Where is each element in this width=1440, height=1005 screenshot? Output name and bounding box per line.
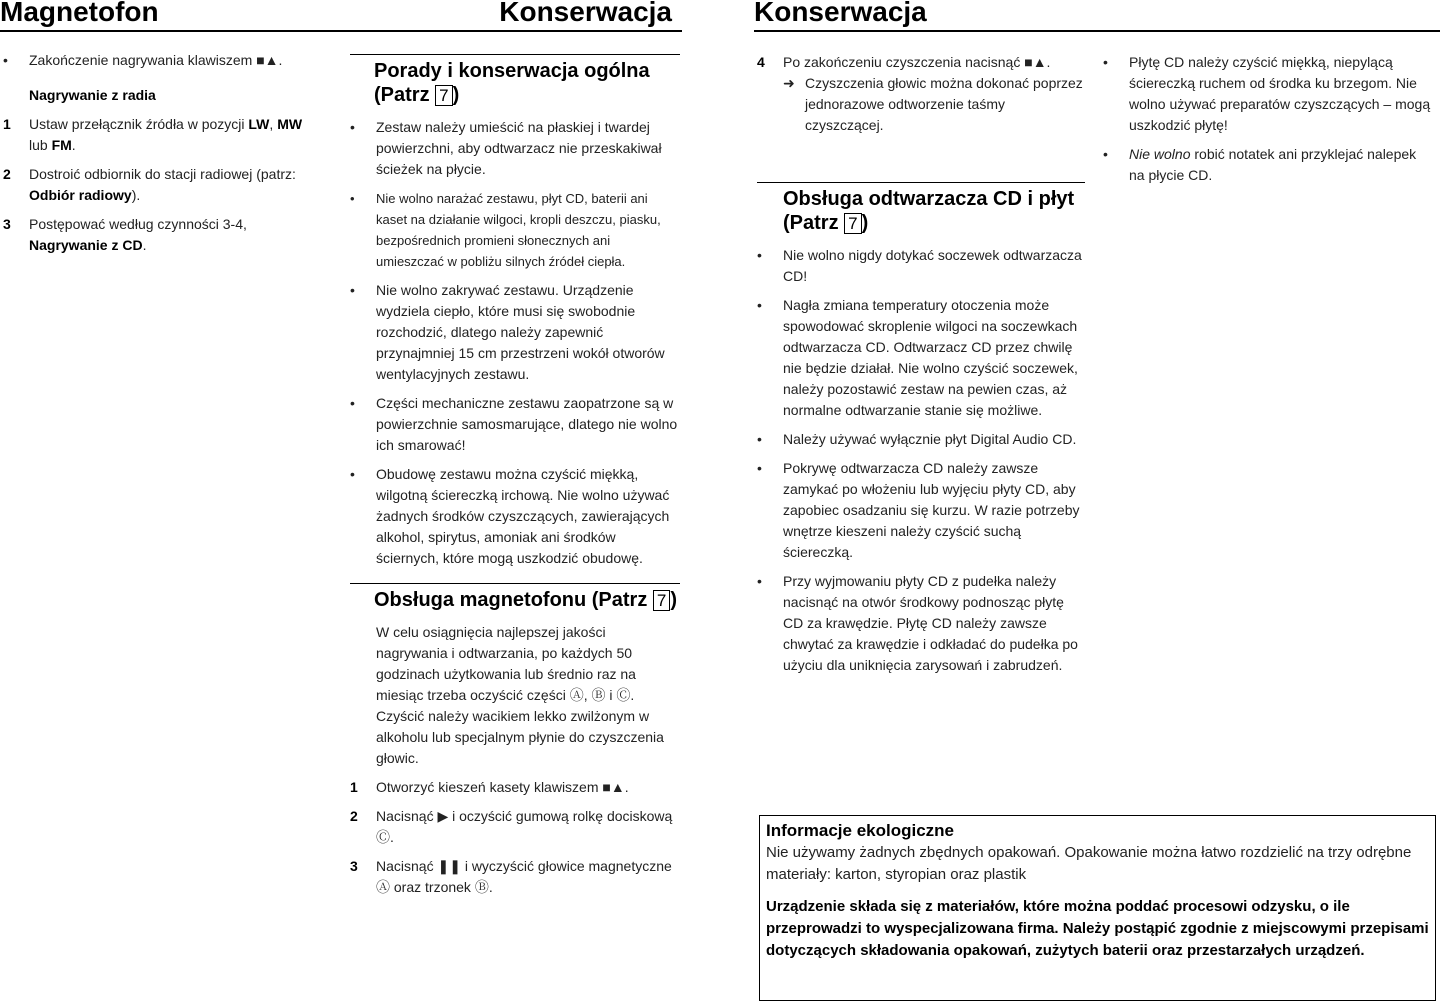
text: Porady i konserwacja ogólna (Patrz [374,60,650,106]
text: Czyszczenia głowic można dokonać poprzez jednorazowe odtworzenie taśmy czyszczącej. [805,75,1083,133]
eco-title: Informacje ekologiczne [766,821,954,840]
text: Nacisnąć ▶ i oczyścić gumową rolkę dociskową Ⓒ. [376,808,673,845]
column-4 [1103,52,1433,194]
text: Po zakończeniu czyszczenia nacisnąć ■▲. [783,54,1051,70]
step [3,164,308,206]
text: Nie wolno nigdy dotykać soczewek odtwarzacza CD! [783,247,1082,284]
text: Dostroić odbiornik do stacji radiowej (patrz: [29,166,296,182]
bullet-item [350,464,680,569]
column-1 [3,50,308,264]
step [3,214,308,256]
bullet-item [1103,144,1433,186]
text: 3 [3,216,11,232]
bullet-item [350,280,680,385]
text: 7 [844,213,861,234]
column-2 [350,54,680,906]
text: ). [131,187,141,203]
header-rule [0,30,682,32]
text: 1 [350,779,358,795]
bullet-item [757,295,1085,421]
text: Obsługa odtwarzacza CD i płyt (Patrz [783,188,1075,234]
text: LW [248,116,270,132]
step [350,777,680,798]
text: ) [452,84,460,106]
text: • [757,573,762,589]
bullet-item [1103,52,1433,136]
bullet-item [757,458,1085,563]
bullet-item [757,429,1085,450]
bullet-item [3,50,308,71]
text: 7 [435,85,452,106]
column-3 [757,52,1085,684]
text: ) [670,589,678,611]
bullet-item [350,188,680,272]
text: Nie wolno narażać zestawu, płyt CD, baterii ani kaset na działanie wilgoci, kropli deszczu, piasku, bezpośrednich promieni słonecznych ani umieszczać w pobliżu silnych źródeł ciepła. [376,191,661,269]
text: Nacisnąć ❚❚ i wyczyścić głowice magnetyczne Ⓐ oraz trzonek Ⓑ. [376,858,672,895]
text: FM [51,137,72,153]
text: Pokrywę odtwarzacza CD należy zawsze zamykać po włożeniu lub wyjęciu płyty CD, aby zapobiec osadzaniu się kurzu. W razie potrzeby wnętrze kieszeni należy czyścić suchą ściereczką. [783,460,1080,560]
text: robić notatek ani przyklejać nalepek na płycie CD. [1129,146,1417,183]
text: • [350,466,355,482]
text: Zestaw należy umieścić na płaskiej i twardej powierzchni, aby odtwarzacz nie przeskakiwał ścieżek na płycie. [376,119,662,177]
text: ) [861,212,869,234]
text: Postępować według czynności 3-4, [29,216,247,232]
intro-text: W celu osiągnięcia najlepszej jakości nagrywania i odtwarzania, po każdych 50 godzinach użytkowania lub średnio raz na miesiąc trzeba oczyścić części Ⓐ, Ⓑ i Ⓒ. Czyścić należy wacikiem lekko zwilżonym w alkoholu lub specjalnym płynie do czyszczenia głowic. [376,624,664,766]
text: 2 [3,166,11,182]
section-heading-general-care [350,54,680,107]
text: 7 [653,590,670,611]
text: Odbiór radiowy [29,187,132,203]
text: • [350,191,355,206]
text: • [757,431,762,447]
bullet-item [757,571,1085,676]
text: lub [29,137,52,153]
text: 4 [757,54,765,70]
text: Otworzyć kieszeń kasety klawiszem ■▲. [376,779,629,795]
step [350,806,680,848]
text: Nagrywanie z CD [29,237,143,253]
text: • [1103,146,1108,162]
text: Płytę CD należy czyścić miękką, niepylącą ściereczką ruchem od środka ku brzegom. Nie wolno używać preparatów czyszczących – mogą uszkodzić płytę! [1129,54,1431,133]
text: Obsługa magnetofonu (Patrz [374,589,648,611]
text: , [269,116,274,132]
text: • [350,282,355,298]
text: . [142,237,147,253]
section-heading-tape-care [350,583,680,612]
eco-info-box [759,815,1436,1001]
bullet-item [757,245,1085,287]
section-heading-cd-care [757,182,1085,235]
text: Nagła zmiana temperatury otoczenia może spowodować skroplenie wilgoci na soczewkach odtwarzacza CD. Odtwarzacz CD przez chwilę nie będzie działał. Nie wolno czyścić soczewek, należy pozostawić zestaw na pewien czas, aż normalne odtwarzanie stanie się możliwe. [783,297,1078,418]
text: Należy używać wyłącznie płyt Digital Audio CD. [783,431,1077,447]
text: Nie wolno [1129,146,1191,162]
text: • [350,119,355,135]
subheading: Nagrywanie z radia [29,87,156,103]
text: Zakończenie nagrywania klawiszem ■▲. [29,52,283,68]
arrow-icon: ➜ [783,75,795,91]
text: • [3,52,8,68]
text: MW [277,116,303,132]
step [350,856,680,898]
text: . [71,137,76,153]
text: Przy wyjmowaniu płyty CD z pudełka należy nacisnąć na otwór środkowy podnosząc płytę CD za krawędzie. Płytę CD należy zawsze chwytać za krawędzie i odkładać do pudełka po użyciu dla uniknięcia zarysowań i zabrudzeń. [783,573,1078,673]
text: 2 [350,808,358,824]
text: Obudowę zestawu można czyścić miękką, wilgotną ściereczką irchową. Nie wolno używać żadnych środków czyszczących, zawierających alkohol, spirytus, amoniak ani środków ściernych, które mogą uszkodzić obudowę. [376,466,670,566]
bullet-item [350,393,680,456]
text: • [757,297,762,313]
text: Części mechaniczne zestawu zaopatrzone są w powierzchnie samosmarujące, dlatego nie wolno ich smarować! [376,395,678,453]
eco-text: Nie używamy żadnych zbędnych opakowań. Opakowanie można łatwo rozdzielić na trzy odrębne materiały: karton, styropian oraz plastik [766,844,1412,883]
text: • [350,395,355,411]
text: Nie wolno zakrywać zestawu. Urządzenie wydziela ciepło, które musi się swobodnie rozchodzić, dlatego należy zapewnić przynajmniej 15 cm przestrzeni wokół otworów wentylacyjnych zestawu. [376,282,665,382]
header-magnetofon: Magnetofon [0,0,159,27]
text: 3 [350,858,358,874]
header-rule [754,30,1440,32]
eco-bold-text: Urządzenie składa się z materiałów, które można poddać procesowi odzysku, o ile przeprowadzi to wyspecjalizowana firma. Należy postąpić zgodnie z miejscowymi przepisami dotyczących składowania opakowań, zużytych baterii oraz przestarzałych urządzeń. [766,898,1429,959]
text: • [757,460,762,476]
step [3,114,308,156]
text: Ustaw przełącznik źródła w pozycji [29,116,249,132]
header-konserwacja-right: Konserwacja [754,0,927,27]
text: • [1103,54,1108,70]
text: 1 [3,116,11,132]
text: • [757,247,762,263]
header-konserwacja-left: Konserwacja [499,0,672,27]
bullet-item [350,117,680,180]
step [757,52,1085,136]
